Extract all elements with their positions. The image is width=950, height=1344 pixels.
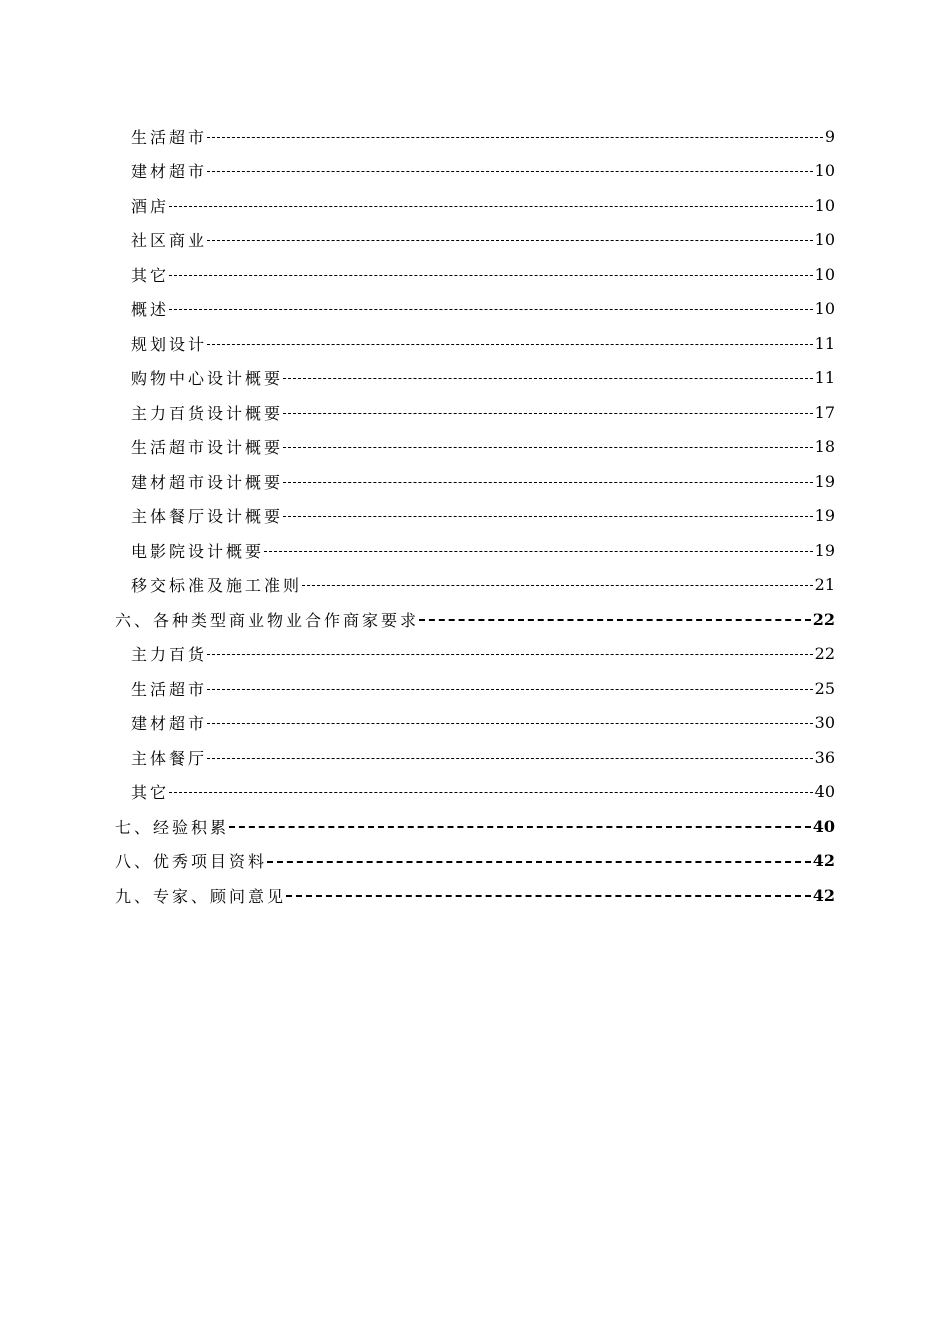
toc-entry-label: 概述 [131,300,170,320]
toc-section-entry[interactable] [0,878,950,913]
toc-entry-page: 42 [812,885,835,905]
toc-entry[interactable] [0,361,950,396]
toc-leader-line [207,758,813,759]
toc-entry-page: 40 [812,816,835,836]
toc-entry[interactable] [0,706,950,741]
toc-entry-label: 建材超市设计概要 [131,472,284,492]
toc-entry-page: 10 [814,230,835,250]
toc-entry[interactable] [0,464,950,499]
toc-entry[interactable] [0,533,950,568]
toc-entry-label: 九、专家、顾问意见 [115,886,287,906]
toc-entry-label: 生活超市 [131,127,208,147]
toc-leader-line [283,447,813,448]
toc-leader-line [283,378,813,379]
toc-entry-page: 19 [814,540,835,560]
toc-entry-label: 八、优秀项目资料 [115,852,268,872]
toc-entry-page: 11 [814,368,835,388]
toc-entry-page: 9 [824,126,835,146]
toc-leader-line [419,619,811,621]
toc-entry[interactable] [0,326,950,361]
toc-leader-line [207,689,813,690]
toc-entry[interactable] [0,223,950,258]
toc-entry-label: 电影院设计概要 [131,541,265,561]
toc-entry-page: 22 [814,644,835,664]
toc-entry-label: 主体餐厅 [131,748,208,768]
toc-leader-line [283,516,813,517]
toc-leader-line [207,723,813,724]
toc-leader-line [207,171,813,172]
toc-entry-label: 规划设计 [131,334,208,354]
toc-entry-page: 25 [814,678,835,698]
toc-entry[interactable] [0,671,950,706]
toc-leader-line [207,137,823,138]
toc-leader-line [207,344,813,345]
toc-leader-line [207,654,813,655]
toc-entry[interactable] [0,395,950,430]
toc-entry-page: 17 [814,402,835,422]
toc-entry-page: 42 [812,851,835,871]
toc-entry[interactable] [0,119,950,154]
toc-entry-label: 主力百货设计概要 [131,403,284,423]
toc-entry-label: 建材超市 [131,714,208,734]
toc-entry-label: 酒店 [131,196,170,216]
toc-entry[interactable] [0,154,950,189]
toc-entry-label: 其它 [131,265,170,285]
toc-entry-label: 生活超市 [131,679,208,699]
toc-leader-line [264,551,813,552]
toc-entry-page: 11 [814,333,835,353]
toc-leader-line [169,309,813,310]
toc-entry[interactable] [0,568,950,603]
toc-entry-page: 10 [814,161,835,181]
toc-entry-page: 10 [814,299,835,319]
toc-leader-line [286,895,811,897]
toc-entry-label: 建材超市 [131,162,208,182]
toc-entry-page: 22 [812,609,835,629]
toc-entry[interactable] [0,775,950,810]
toc-entry-page: 18 [814,437,835,457]
toc-entry[interactable] [0,637,950,672]
toc-entry-label: 生活超市设计概要 [131,438,284,458]
toc-entry-label: 移交标准及施工准则 [131,576,303,596]
toc-entry-label: 六、各种类型商业物业合作商家要求 [115,610,420,630]
toc-entry-page: 19 [814,506,835,526]
toc-leader-line [169,275,813,276]
toc-entry-page: 40 [814,782,835,802]
toc-section-entry[interactable] [0,602,950,637]
toc-entry-page: 10 [814,195,835,215]
toc-entry-page: 30 [814,713,835,733]
table-of-contents [0,119,950,913]
toc-entry-label: 主力百货 [131,645,208,665]
toc-entry[interactable] [0,740,950,775]
toc-entry[interactable] [0,430,950,465]
toc-entry-label: 其它 [131,783,170,803]
toc-leader-line [283,482,813,483]
toc-section-entry[interactable] [0,809,950,844]
toc-entry-page: 19 [814,471,835,491]
toc-entry-page: 10 [814,264,835,284]
toc-leader-line [207,240,813,241]
toc-leader-line [302,585,813,586]
toc-leader-line [169,206,813,207]
toc-entry-label: 购物中心设计概要 [131,369,284,389]
toc-leader-line [267,861,811,863]
toc-entry-label: 七、经验积累 [115,817,230,837]
toc-entry-page: 36 [814,747,835,767]
toc-entry-page: 21 [814,575,835,595]
toc-entry-label: 主体餐厅设计概要 [131,507,284,527]
toc-leader-line [229,826,811,828]
toc-entry-label: 社区商业 [131,231,208,251]
toc-leader-line [283,413,813,414]
toc-leader-line [169,792,813,793]
toc-section-entry[interactable] [0,844,950,879]
toc-entry[interactable] [0,257,950,292]
toc-entry[interactable] [0,188,950,223]
toc-entry[interactable] [0,499,950,534]
toc-entry[interactable] [0,292,950,327]
